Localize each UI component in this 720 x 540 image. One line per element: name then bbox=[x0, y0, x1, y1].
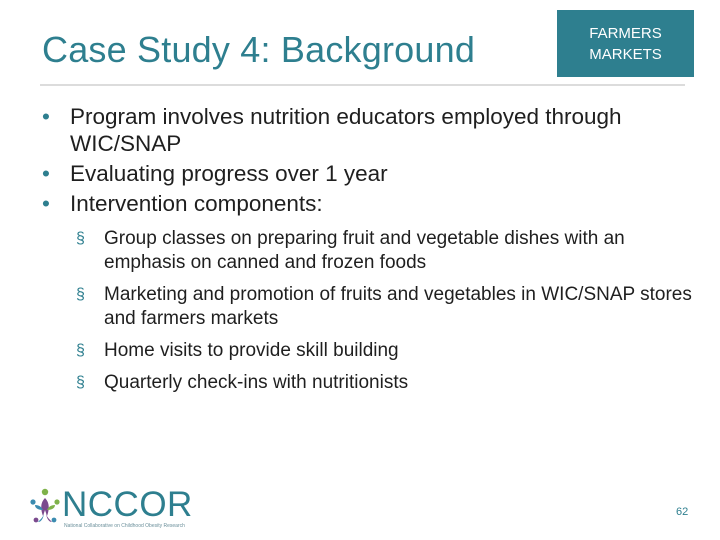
bullet-item bbox=[36, 103, 696, 157]
sub-bullet-text: Group classes on preparing fruit and vegetable dishes with an emphasis on canned and frozen foods bbox=[104, 228, 625, 273]
logo-wordmark: NCCOR bbox=[62, 485, 193, 524]
figures-icon bbox=[28, 486, 62, 530]
section-sign-icon: § bbox=[76, 230, 85, 247]
bullet-text: Program involves nutrition educators employed through WIC/SNAP bbox=[70, 104, 622, 156]
bullet-item bbox=[36, 190, 696, 217]
section-sign-icon: § bbox=[76, 374, 85, 391]
slide-body bbox=[36, 103, 696, 403]
sub-bullet-text: Marketing and promotion of fruits and vegetables in WIC/SNAP stores and farmers markets bbox=[104, 284, 692, 329]
logo-subtitle: National Collaborative on Childhood Obesity Research bbox=[64, 523, 185, 529]
sub-bullet-item bbox=[76, 283, 696, 331]
sub-bullet-list bbox=[36, 227, 696, 395]
sub-bullet-text: Quarterly check-ins with nutritionists bbox=[104, 372, 409, 393]
bullet-icon: • bbox=[42, 104, 50, 129]
sub-bullet-text: Home visits to provide skill building bbox=[104, 340, 399, 361]
page-number: 62 bbox=[676, 506, 689, 518]
slide-title: Case Study 4: Background bbox=[42, 29, 476, 70]
tag-line-2: MARKETS bbox=[589, 45, 662, 63]
sub-bullet-item bbox=[76, 371, 696, 395]
section-sign-icon: § bbox=[76, 286, 85, 303]
nccor-logo bbox=[28, 486, 198, 530]
sub-bullet-item bbox=[76, 339, 696, 363]
bullet-icon: • bbox=[42, 161, 50, 186]
bullet-text: Evaluating progress over 1 year bbox=[70, 161, 388, 186]
sub-bullet-item bbox=[76, 227, 696, 275]
section-sign-icon: § bbox=[76, 342, 85, 359]
bullet-icon: • bbox=[42, 191, 50, 216]
bullet-item bbox=[36, 160, 696, 187]
farmers-markets-tag bbox=[557, 10, 694, 77]
tag-line-1: FARMERS bbox=[589, 24, 662, 42]
bullet-text: Intervention components: bbox=[70, 191, 323, 216]
title-divider bbox=[40, 84, 685, 86]
